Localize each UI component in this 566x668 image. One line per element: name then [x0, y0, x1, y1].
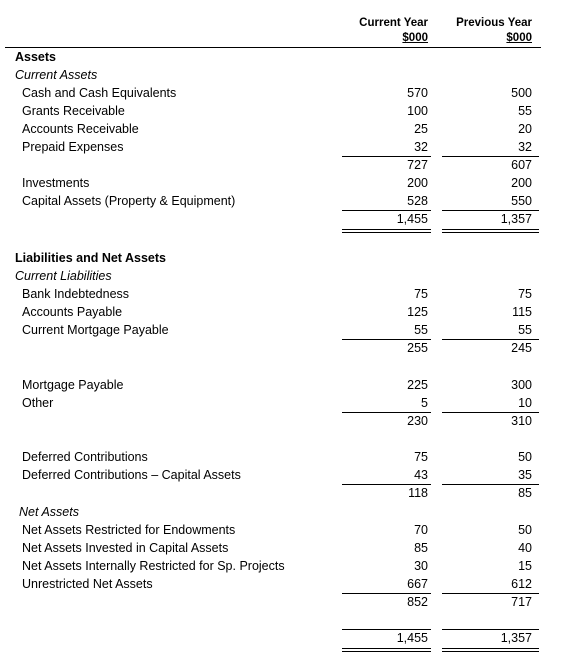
current-liabilities-heading: Current Liabilities: [15, 269, 112, 283]
net-assets-heading-row: [0, 505, 566, 523]
current-year-label: Current Year: [359, 17, 428, 29]
current-value: 570: [407, 86, 428, 100]
row-label: Accounts Receivable: [22, 122, 139, 136]
double-rule: [442, 651, 539, 652]
row-label: Mortgage Payable: [22, 378, 124, 392]
row-label: Prepaid Expenses: [22, 140, 124, 154]
double-rule: [342, 651, 431, 652]
previous-value: 40: [518, 541, 532, 555]
long-term-subtotal-row: [0, 414, 566, 432]
row-label: Bank Indebtedness: [22, 287, 130, 301]
previous-value: 500: [511, 86, 532, 100]
current-year-header: [359, 17, 428, 44]
current-value: 200: [407, 176, 428, 190]
row-label: Other: [22, 396, 54, 410]
previous-value: 717: [511, 595, 532, 609]
current-value: 30: [414, 559, 428, 573]
previous-value: 55: [518, 323, 532, 337]
total-rule: [442, 629, 539, 630]
row-label: Cash and Cash Equivalents: [22, 86, 177, 100]
table-row: [0, 104, 566, 122]
previous-value: 1,357: [500, 631, 532, 645]
row-label: Capital Assets (Property & Equipment): [22, 194, 236, 208]
previous-value: 115: [512, 305, 532, 319]
current-value: 55: [414, 323, 428, 337]
current-value: 727: [407, 158, 428, 172]
total-rule: [442, 210, 539, 211]
current-assets-heading: Current Assets: [15, 68, 98, 82]
previous-value: 200: [511, 176, 532, 190]
current-year-unit: $000: [402, 32, 428, 44]
current-liabilities-heading-row: [0, 269, 566, 287]
current-value: 5: [421, 396, 428, 410]
current-value: 70: [414, 523, 428, 537]
previous-value: 85: [518, 486, 532, 500]
double-rule: [342, 229, 431, 230]
current-liabilities-subtotal-row: [0, 341, 566, 359]
previous-value: 50: [518, 523, 532, 537]
row-label: Investments: [22, 176, 90, 190]
current-assets-subtotal-row: [0, 158, 566, 176]
row-label: Deferred Contributions – Capital Assets: [22, 468, 241, 482]
row-label: Unrestricted Net Assets: [22, 577, 153, 591]
liabilities-total-row: [0, 631, 566, 649]
previous-value: 35: [518, 468, 532, 482]
double-rule: [342, 648, 431, 649]
current-value: 75: [414, 450, 428, 464]
current-value: 225: [407, 378, 428, 392]
double-rule: [442, 648, 539, 649]
total-rule: [342, 210, 431, 211]
previous-value: 15: [518, 559, 532, 573]
current-value: 528: [407, 194, 428, 208]
table-row: [0, 176, 566, 194]
subtotal-rule: [342, 156, 431, 157]
total-rule: [342, 629, 431, 630]
subtotal-rule: [342, 412, 431, 413]
table-row: [0, 378, 566, 396]
current-value: 32: [414, 140, 428, 154]
previous-value: 50: [518, 450, 532, 464]
previous-value: 245: [511, 341, 532, 355]
current-assets-heading-row: [0, 68, 566, 86]
previous-value: 32: [518, 140, 532, 154]
liabilities-heading: Liabilities and Net Assets: [15, 251, 166, 265]
current-value: 43: [414, 468, 428, 482]
previous-value: 75: [518, 287, 532, 301]
previous-value: 300: [511, 378, 532, 392]
table-row: [0, 559, 566, 577]
previous-value: 10: [518, 396, 532, 410]
current-value: 1,455: [396, 631, 428, 645]
assets-total-row: [0, 212, 566, 230]
row-label: Net Assets Invested in Capital Assets: [22, 541, 229, 555]
row-label: Current Mortgage Payable: [22, 323, 169, 337]
previous-value: 310: [511, 414, 532, 428]
table-row: [0, 523, 566, 541]
row-label: Net Assets Internally Restricted for Sp. Projects: [22, 559, 285, 573]
table-row: [0, 541, 566, 559]
liabilities-heading-row: [0, 251, 566, 269]
current-value: 75: [414, 287, 428, 301]
double-rule: [442, 232, 539, 233]
current-value: 25: [414, 122, 428, 136]
net-assets-heading: Net Assets: [19, 505, 79, 519]
current-value: 852: [407, 595, 428, 609]
current-value: 255: [407, 341, 428, 355]
current-value: 85: [414, 541, 428, 555]
subtotal-rule: [442, 484, 539, 485]
current-value: 118: [408, 486, 428, 500]
current-value: 100: [407, 104, 428, 118]
double-rule: [442, 229, 539, 230]
previous-year-unit: $000: [506, 32, 532, 44]
previous-value: 1,357: [500, 212, 532, 226]
row-label: Grants Receivable: [22, 104, 125, 118]
table-row: [0, 122, 566, 140]
subtotal-rule: [342, 339, 431, 340]
row-label: Accounts Payable: [22, 305, 123, 319]
subtotal-rule: [342, 593, 431, 594]
previous-year-label: Previous Year: [456, 17, 532, 29]
table-row: [0, 287, 566, 305]
subtotal-rule: [442, 156, 539, 157]
current-value: 125: [407, 305, 428, 319]
row-label: Net Assets Restricted for Endowments: [22, 523, 236, 537]
current-value: 1,455: [396, 212, 428, 226]
previous-value: 55: [518, 104, 532, 118]
row-label: Deferred Contributions: [22, 450, 148, 464]
table-row: [0, 450, 566, 468]
previous-value: 550: [511, 194, 532, 208]
current-value: 667: [407, 577, 428, 591]
current-value: 230: [407, 414, 428, 428]
net-assets-subtotal-row: [0, 595, 566, 613]
previous-value: 607: [511, 158, 532, 172]
subtotal-rule: [442, 339, 539, 340]
subtotal-rule: [442, 412, 539, 413]
deferred-subtotal-row: [0, 486, 566, 504]
subtotal-rule: [342, 484, 431, 485]
double-rule: [342, 232, 431, 233]
assets-heading-row: [0, 50, 566, 68]
previous-value: 612: [511, 577, 532, 591]
assets-heading: Assets: [15, 50, 56, 64]
previous-value: 20: [518, 122, 532, 136]
table-row: [0, 86, 566, 104]
previous-year-header: [456, 17, 532, 44]
header-divider: [5, 47, 541, 48]
table-row: [0, 305, 566, 323]
subtotal-rule: [442, 593, 539, 594]
